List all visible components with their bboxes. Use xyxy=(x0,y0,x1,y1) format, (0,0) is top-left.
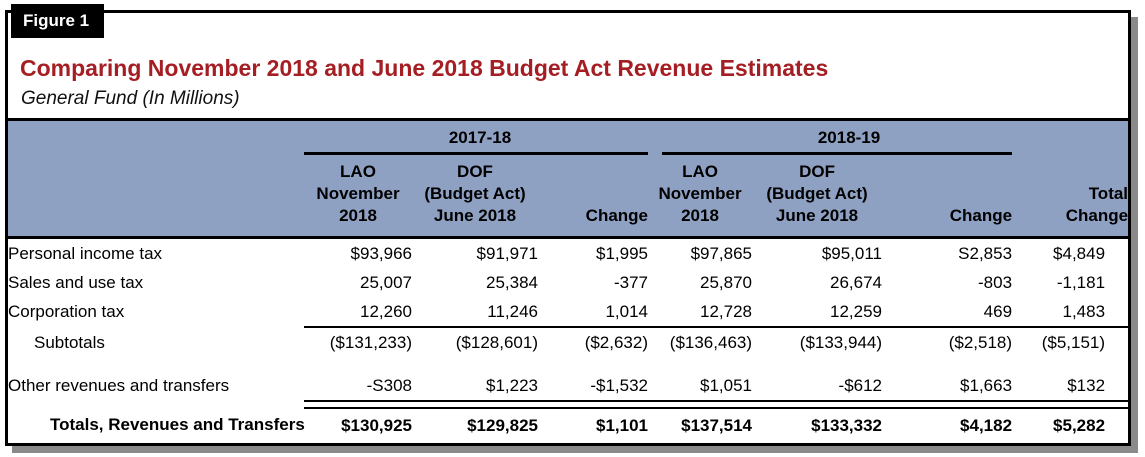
table-cell: -S308 xyxy=(304,371,412,401)
table-cell: 12,260 xyxy=(360,301,412,321)
table-cell: ($133,944) xyxy=(752,327,882,358)
year-group-underline-2017-18 xyxy=(304,128,656,155)
table-cell: $93,966 xyxy=(350,243,412,263)
table-cell: ($2,632) xyxy=(538,327,648,358)
year-group-2018-19 xyxy=(648,120,1012,156)
table-cell: 1,014 xyxy=(605,301,649,321)
spacer-row xyxy=(8,358,1128,371)
table-cell: $91,971 xyxy=(476,243,538,263)
table-row-other-revenues-and-transfers xyxy=(8,371,1128,401)
table-cell: -$1,532 xyxy=(538,371,648,401)
row-label-header-cell xyxy=(8,155,304,238)
figure-subtitle: General Fund (In Millions) xyxy=(21,88,240,109)
revenue-comparison-table xyxy=(8,118,1128,442)
column-header-row xyxy=(8,155,1128,238)
table-cell: 1,483 xyxy=(1062,301,1106,321)
column-header-dof-june-2017-18: DOF (Budget Act) June 2018 xyxy=(412,155,538,238)
table-cell: -1,181 xyxy=(1056,272,1106,292)
year-group-label: 2017-18 xyxy=(448,128,512,147)
table-cell: ($136,463) xyxy=(648,327,752,358)
table-row-sales-and-use-tax xyxy=(8,268,1128,297)
table-cell: 26,674 xyxy=(830,272,883,292)
row-label: Personal income tax xyxy=(8,243,163,263)
table-cell: 11,246 xyxy=(487,301,538,321)
row-label: Other revenues and transfers xyxy=(8,376,230,395)
table-row-subtotals xyxy=(8,327,1128,358)
column-header-total-change: Total Change xyxy=(1012,155,1128,238)
table-cell: 12,728 xyxy=(700,301,753,321)
table-cell: ($131,233) xyxy=(304,327,412,358)
table-cell: $137,514 xyxy=(648,408,752,442)
column-header-change-2017-18: Change xyxy=(538,155,648,238)
table-cell: -$612 xyxy=(752,371,882,401)
double-rule-gap-row xyxy=(8,401,1128,408)
year-group-underline-2018-19 xyxy=(662,128,1036,155)
table-cell: $1,995 xyxy=(596,243,649,263)
table-cell: $1,223 xyxy=(412,371,538,401)
year-group-header-row xyxy=(8,120,1128,156)
corner-cell xyxy=(8,120,304,156)
table-cell: $1,101 xyxy=(538,408,648,442)
table-cell: $129,825 xyxy=(412,408,538,442)
table-row-personal-income-tax xyxy=(8,238,1128,269)
table-cell: $4,182 xyxy=(882,408,1012,442)
row-label: Totals, Revenues and Transfers xyxy=(50,415,305,434)
row-label: Subtotals xyxy=(34,332,105,352)
figure-label: Figure 1 xyxy=(11,4,104,38)
table-cell: ($128,601) xyxy=(412,327,538,358)
table-cell: 25,384 xyxy=(486,272,538,292)
table-row-corporation-tax xyxy=(8,297,1128,327)
column-header-lao-november-2018-19: LAO November 2018 xyxy=(648,155,752,238)
figure-1-panel xyxy=(5,10,1131,446)
row-label: Sales and use tax xyxy=(8,272,144,292)
year-group-label: 2018-19 xyxy=(817,128,881,147)
column-header-dof-june-2018-19: DOF (Budget Act) June 2018 xyxy=(752,155,882,238)
table-cell: $5,282 xyxy=(1012,408,1128,442)
table-cell: -377 xyxy=(613,272,649,292)
table-cell: $95,011 xyxy=(821,243,883,263)
column-header-change-2018-19: Change xyxy=(882,155,1012,238)
column-header-lao-november-2017-18: LAO November 2018 xyxy=(304,155,412,238)
table-cell: $132 xyxy=(1012,371,1128,401)
table-cell: 25,870 xyxy=(700,272,753,292)
table-cell: ($5,151) xyxy=(1012,327,1128,358)
table-cell: $1,663 xyxy=(882,371,1012,401)
figure-title: Comparing November 2018 and June 2018 Budget Act Revenue Estimates xyxy=(20,55,829,81)
table-cell: 25,007 xyxy=(360,272,412,292)
table-cell: $4,849 xyxy=(1053,243,1106,263)
table-cell: $97,865 xyxy=(690,243,753,263)
table-cell: ($2,518) xyxy=(882,327,1012,358)
year-group-2017-18 xyxy=(304,120,648,156)
table-cell: 12,259 xyxy=(830,301,883,321)
table-cell: S2,853 xyxy=(958,243,1013,263)
row-label: Corporation tax xyxy=(8,302,125,321)
table-cell: $1,051 xyxy=(648,371,752,401)
total-change-spacer-cell xyxy=(1012,120,1128,156)
table-cell: 469 xyxy=(983,301,1013,321)
table-cell: $133,332 xyxy=(752,408,882,442)
table-row-totals-revenues-and-transfers xyxy=(8,408,1128,442)
table-cell: $130,925 xyxy=(304,408,412,442)
table-cell: -803 xyxy=(978,272,1013,292)
